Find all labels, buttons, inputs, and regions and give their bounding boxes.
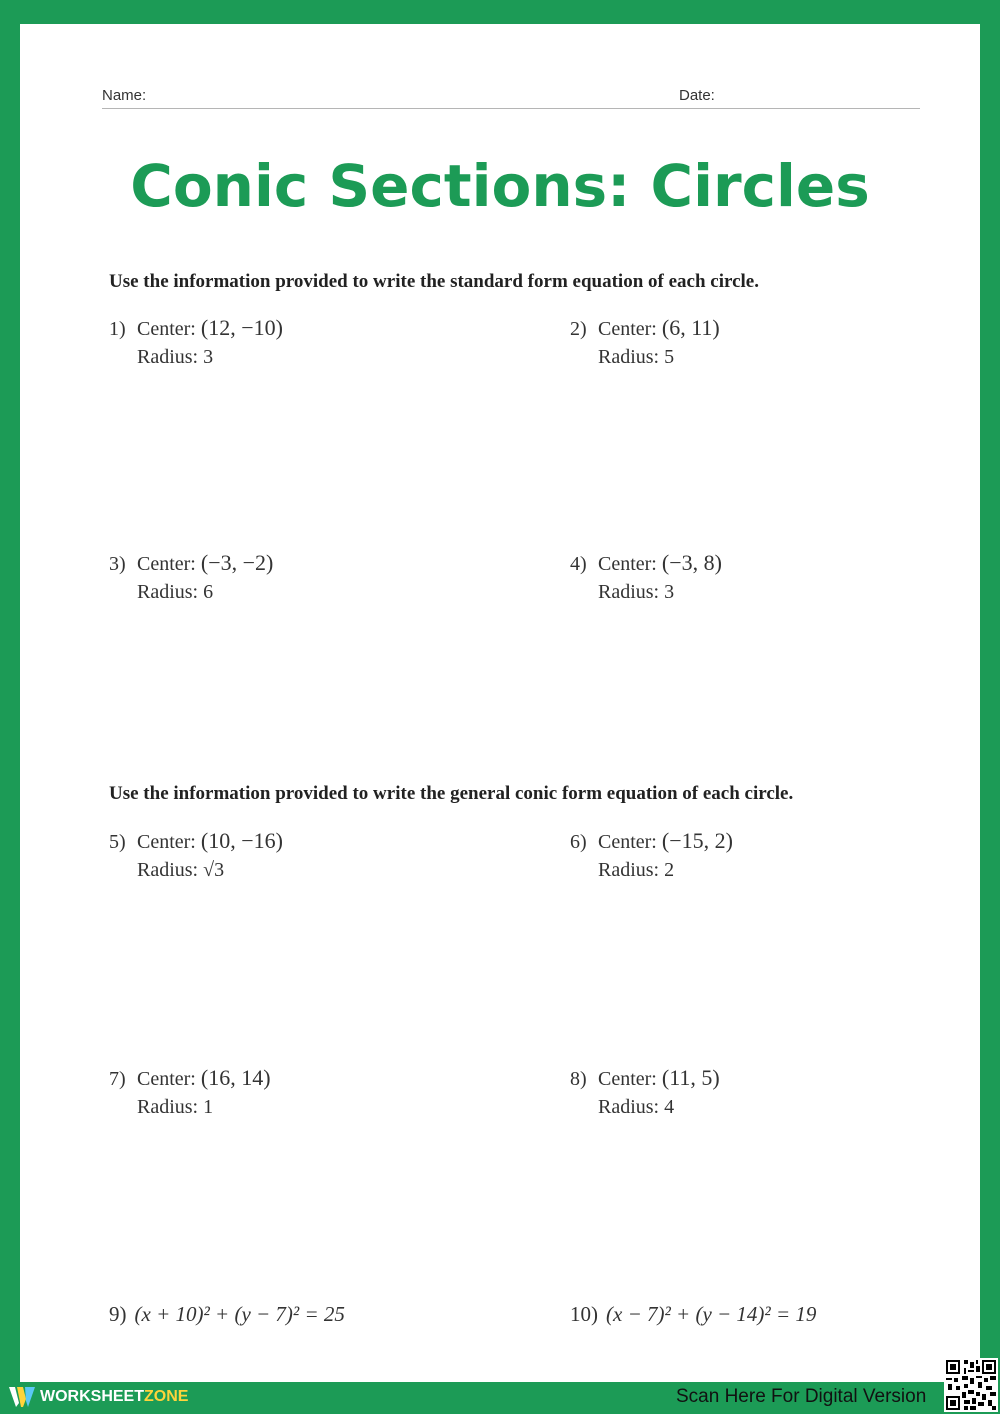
problem-number: 4) <box>570 553 587 575</box>
center-value: (16, 14) <box>200 1065 271 1090</box>
radius-value: √3 <box>203 859 225 881</box>
center-value: (−15, 2) <box>661 828 733 853</box>
center-value: (−3, −2) <box>200 550 274 575</box>
center-label: Center: <box>598 1068 657 1090</box>
center-label: Center: <box>598 553 657 575</box>
problem-3 <box>109 549 273 606</box>
radius-label: Radius: <box>137 1096 199 1118</box>
radius-label: Radius: <box>598 581 660 603</box>
radius-label: Radius: <box>137 581 199 603</box>
brand-name-part2: ZONE <box>144 1388 189 1405</box>
problem-number: 2) <box>570 318 587 340</box>
problem-1 <box>109 314 283 371</box>
center-label: Center: <box>598 831 657 853</box>
center-value: (11, 5) <box>661 1065 720 1090</box>
radius-value: 5 <box>664 346 675 368</box>
problem-number: 8) <box>570 1068 587 1090</box>
page-title: Conic Sections: Circles <box>130 152 870 220</box>
radius-label: Radius: <box>598 346 660 368</box>
center-value: (6, 11) <box>661 315 720 340</box>
radius-label: Radius: <box>598 859 660 881</box>
problem-2 <box>570 314 720 371</box>
radius-value: 4 <box>664 1096 675 1118</box>
problem-number: 6) <box>570 831 587 853</box>
radius-label: Radius: <box>137 859 199 881</box>
center-label: Center: <box>137 318 196 340</box>
problem-10 <box>570 1302 816 1327</box>
problem-number: 1) <box>109 318 126 340</box>
problem-8 <box>570 1064 720 1121</box>
name-label: Name: <box>102 87 147 104</box>
radius-value: 1 <box>203 1096 214 1118</box>
brand-logo[interactable] <box>8 1384 188 1410</box>
equation-text: (x − 7)² + (y − 14)² = 19 <box>606 1302 817 1326</box>
center-value: (12, −10) <box>200 315 283 340</box>
radius-label: Radius: <box>598 1096 660 1118</box>
problem-number: 7) <box>109 1068 126 1090</box>
radius-value: 3 <box>664 581 675 603</box>
scan-text: Scan Here For Digital Version <box>676 1386 927 1407</box>
problem-6 <box>570 827 733 884</box>
worksheetzone-logo-icon <box>8 1385 36 1409</box>
brand-name-part1: WORKSHEET <box>40 1388 144 1405</box>
center-label: Center: <box>137 553 196 575</box>
equation-text: (x + 10)² + (y − 7)² = 25 <box>134 1302 345 1326</box>
radius-value: 2 <box>664 859 675 881</box>
worksheet-page <box>20 24 980 1382</box>
radius-value: 3 <box>203 346 214 368</box>
problem-number: 3) <box>109 553 126 575</box>
header-divider <box>102 108 920 109</box>
problem-7 <box>109 1064 271 1121</box>
problem-number: 9) <box>109 1302 127 1326</box>
radius-label: Radius: <box>137 346 199 368</box>
date-label: Date: <box>679 87 715 104</box>
problem-5 <box>109 827 283 884</box>
section1-instruction: Use the information provided to write the standard form equation of each circle. <box>109 271 759 292</box>
problem-9 <box>109 1302 345 1327</box>
problem-number: 5) <box>109 831 126 853</box>
radius-value: 6 <box>203 581 214 603</box>
center-value: (−3, 8) <box>661 550 722 575</box>
problem-4 <box>570 549 722 606</box>
section2-instruction: Use the information provided to write the general conic form equation of each circle. <box>109 783 794 804</box>
problem-number: 10) <box>570 1302 598 1326</box>
center-label: Center: <box>137 1068 196 1090</box>
center-label: Center: <box>137 831 196 853</box>
center-value: (10, −16) <box>200 828 283 853</box>
qr-code-icon[interactable] <box>944 1358 998 1412</box>
center-label: Center: <box>598 318 657 340</box>
